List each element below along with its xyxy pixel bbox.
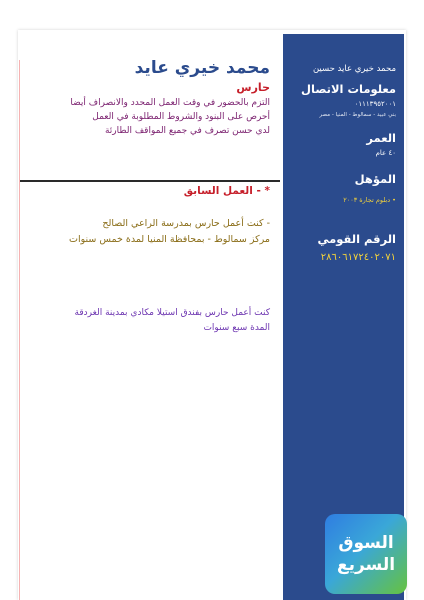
section-divider — [20, 180, 280, 182]
brand-logo — [325, 514, 407, 594]
sidebar-full-name: محمد خيري عايد حسين — [312, 64, 396, 74]
age-value: ٤٠ عام — [375, 149, 396, 157]
address: بني عبيد - سمالوط - المنيا - مصر — [319, 112, 396, 118]
experience-line: كنت أعمل حارس بفندق استيلا مكادي بمدينة الغردقة — [74, 308, 270, 318]
job-title: حارس — [236, 81, 270, 94]
experience-heading: * - العمل السابق — [183, 185, 270, 197]
logo-line-2: السريع — [336, 555, 396, 575]
objective-text — [34, 96, 270, 138]
phone-number: ٠١١١٣٩٥٢٠٠١ — [354, 100, 396, 108]
contact-heading: معلومات الاتصال — [301, 82, 396, 96]
qualification-heading: المؤهل — [354, 172, 396, 186]
age-heading: العمر — [366, 131, 396, 145]
national-id-heading: الرقم القومي — [317, 232, 396, 246]
experience-line: المدة سبع سنوات — [203, 323, 270, 333]
objective-line: أحرص على البنود والشروط المطلوبة في العمل — [92, 112, 270, 122]
objective-line: لدي حسن تصرف في جميع المواقف الطارئة — [104, 126, 270, 136]
experience-item-1 — [69, 216, 270, 248]
bullet-icon: • — [390, 196, 396, 204]
qualification-value — [343, 196, 396, 204]
national-id-value: ٢٨٦٠٦١٧٢٤٠٢٠٧١ — [320, 252, 396, 263]
objective-line: التزم بالحضور في وقت العمل المحدد والانصراف أيضا — [70, 98, 270, 108]
experience-line: مركز سمالوط - بمحافظة المنيا لمدة خمس سنوات — [69, 234, 270, 245]
page-margin-line — [19, 60, 20, 600]
qualification-text: دبلوم تجارة ٢٠٠٣ — [343, 196, 391, 204]
experience-item-2 — [75, 306, 270, 336]
logo-line-1: السوق — [338, 533, 394, 553]
candidate-name: محمد خيري عايد — [134, 58, 270, 78]
experience-line: - كنت أعمل حارس بمدرسة الراعي الصالح — [102, 218, 270, 229]
